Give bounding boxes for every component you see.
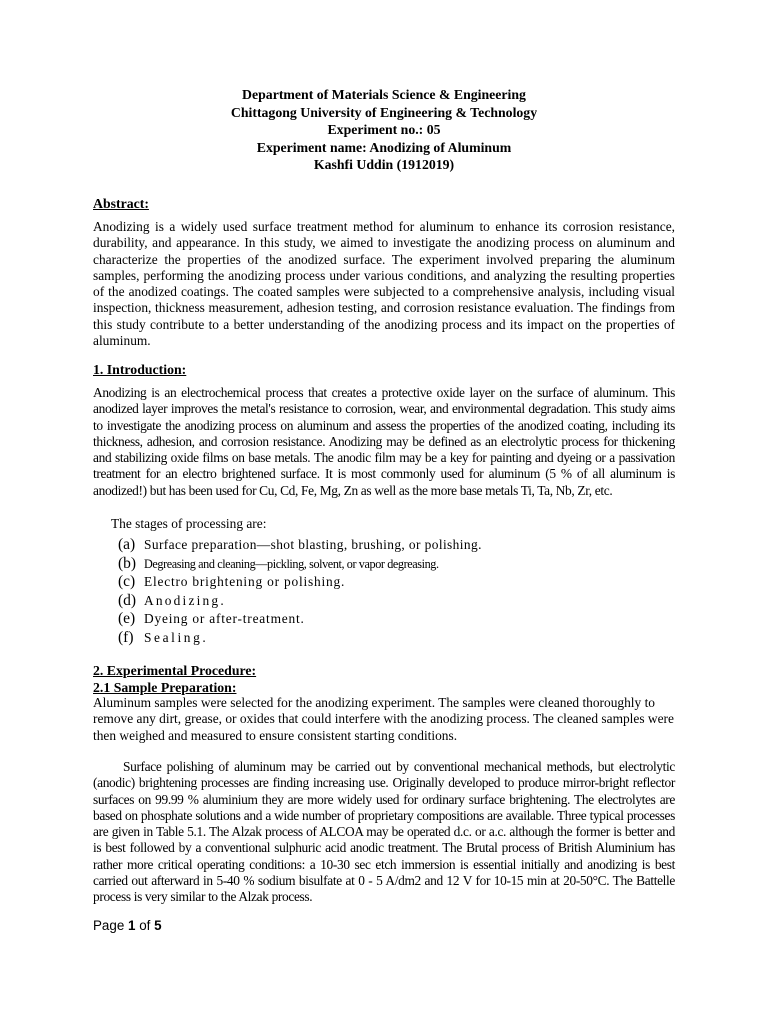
sample-preparation-heading: 2.1 Sample Preparation: bbox=[93, 680, 237, 695]
experiment-name: Experiment name: Anodizing of Aluminum bbox=[256, 139, 512, 155]
stage-text: Sealing. bbox=[144, 629, 209, 645]
abstract-text: Anodizing is a widely used surface treatment method for aluminum to enhance its corrosion resistance, durability, and appearance. In this study, we aimed to investigate the anodizing process on aluminum and characterize the properties of the anodized surface. The experiment involved preparing the aluminum samples, performing the anodizing process under various conditions, and analyzing the resulting properties of the anodized coatings. The coated samples were subjected to a comprehensive analysis, including visual inspection, thickness measurement, adhesion testing, and corrosion resistance evaluation. The findings from this study contribute to a better understanding of the anodizing process and its impact on the properties of aluminum. bbox=[93, 219, 675, 349]
total-pages-number: 5 bbox=[154, 918, 162, 933]
of-word: of bbox=[139, 918, 151, 933]
list-item bbox=[118, 592, 482, 611]
author-line: Kashfi Uddin (1912019) bbox=[313, 157, 455, 173]
current-page-number: 1 bbox=[128, 918, 136, 933]
stage-text: Dyeing or after-treatment. bbox=[144, 611, 305, 626]
stage-label: (d) bbox=[118, 591, 137, 609]
stage-label: (b) bbox=[118, 554, 137, 572]
introduction-text: Anodizing is an electrochemical process that creates a protective oxide layer on the surface of aluminum. This anodized layer improves the metal's resistance to corrosion, wear, and environmental degradation. This study aims to investigate the anodizing process on aluminum and assess the properties of the anodized coating, including its thickness, adhesion, and corrosion resistance. Anodizing may be defined as an electrolytic process for thickening and stabilizing oxide films on base metals. The anodic film may be a key for painting and dyeing or a passivation treatment for an electro brightened surface. It is most commonly used for aluminum (5 % of all aluminum is anodized!) but has been used for Cu, Cd, Fe, Mg, Zn as well as the more base metals Ti, Ta, Nb, Zr, etc. bbox=[93, 385, 675, 498]
document-header bbox=[0, 86, 768, 174]
stage-label: (f) bbox=[118, 628, 134, 646]
stage-text: Degreasing and cleaning—pickling, solvent, or vapor degreasing. bbox=[144, 556, 439, 571]
stage-text: Surface preparation—shot blasting, brushing, or polishing. bbox=[144, 537, 482, 552]
page-word: Page bbox=[93, 918, 125, 933]
stage-label: (a) bbox=[118, 536, 136, 553]
list-item bbox=[118, 573, 482, 592]
abstract-heading: Abstract: bbox=[93, 196, 149, 211]
stage-label: (c) bbox=[118, 573, 136, 590]
introduction-heading: 1. Introduction: bbox=[93, 362, 187, 377]
stage-label: (e) bbox=[118, 610, 136, 627]
university-line: Chittagong University of Engineering & Technology bbox=[230, 104, 538, 120]
list-item bbox=[118, 610, 482, 629]
page-footer bbox=[93, 918, 162, 933]
sample-preparation-text: Aluminum samples were selected for the anodizing experiment. The samples were cleaned thoroughly to remove any dirt, grease, or oxides that could interfere with the anodizing process. The cleaned samples were then weighed and measured to ensure consistent starting conditions. bbox=[93, 695, 674, 743]
list-item bbox=[118, 629, 482, 648]
stage-text: Anodizing. bbox=[144, 592, 226, 608]
list-item bbox=[118, 536, 482, 555]
stages-intro: The stages of processing are: bbox=[111, 516, 267, 531]
list-item bbox=[118, 555, 482, 574]
procedure-heading: 2. Experimental Procedure: bbox=[93, 663, 257, 678]
stage-text: Electro brightening or polishing. bbox=[144, 574, 346, 589]
surface-polishing-text: Surface polishing of aluminum may be carried out by conventional mechanical methods, but electrolytic (anodic) brightening processes are finding increasing use. Originally developed to produce mirror-bright reflector surfaces on 99.99 % aluminium they are more widely used for ordinary surface brightening. The electrolytes are based on phosphate solutions and a wide number of proprietary compositions are available. Three typical processes are given in Table 5.1. The Alzak process of ALCOA may be operated d.c. or a.c. although the former is better and is best followed by a conventional sulphuric acid anodic treatment. The Brutal process of British Aluminium has rather more critical operating conditions: a 10-30 sec etch immersion is essential initially and anodizing is best carried out afterward in 5-40 % sodium bisulfate at 0 - 5 A/dm2 and 12 V for 10-15 min at 20-50°C. The Battelle process is very similar to the Alzak process. bbox=[93, 759, 675, 905]
experiment-number: Experiment no.: 05 bbox=[327, 122, 441, 138]
department-line: Department of Materials Science & Engineering bbox=[242, 87, 526, 102]
stages-list bbox=[118, 536, 482, 647]
